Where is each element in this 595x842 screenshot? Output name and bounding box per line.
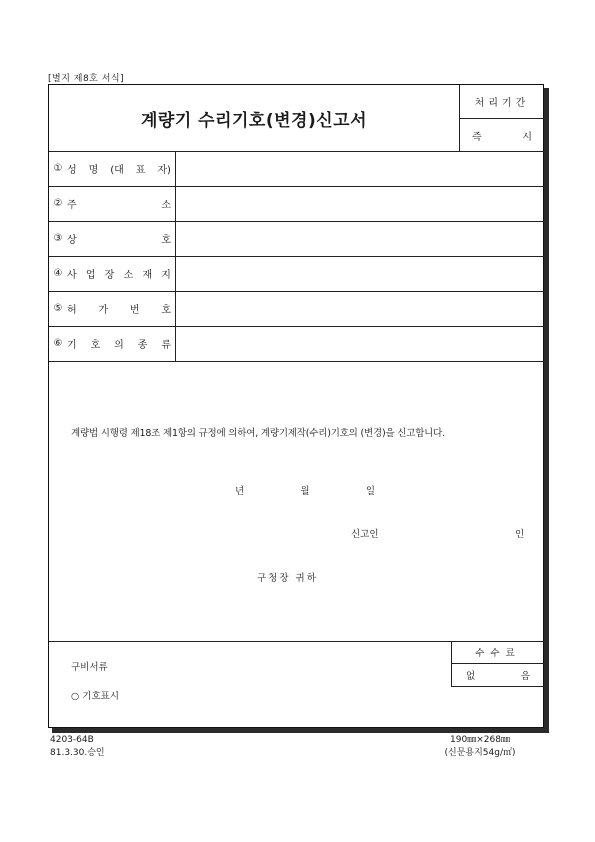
- field-value-6[interactable]: [176, 326, 544, 360]
- field-number: ④: [53, 267, 63, 279]
- field-label-2: [49, 186, 175, 220]
- field-label-char: 지: [161, 269, 171, 281]
- processing-period-label: 처리기간: [474, 98, 530, 109]
- field-label-text: [67, 301, 175, 316]
- field-label-char: 류: [161, 339, 171, 351]
- paper-size: 190㎜×268㎜: [450, 735, 510, 745]
- field-label-char: (대: [110, 164, 124, 176]
- field-label-char: 업: [85, 269, 96, 281]
- field-label-6: [49, 326, 175, 360]
- processing-value-part-1: 즉: [472, 131, 482, 143]
- field-label-char: 재: [142, 269, 153, 281]
- field-value-5[interactable]: [176, 291, 544, 325]
- field-label-text: [67, 266, 175, 281]
- field-label-char: 소: [161, 199, 171, 211]
- field-label-char: 종: [137, 339, 148, 351]
- declaration-statement: 계량법 시행령 제18조 제1항의 규정에 의하여, 계량기제작(수리)기호의 (변경)을 신고합니다.: [71, 428, 445, 439]
- field-value-4[interactable]: [176, 256, 544, 290]
- field-label-char: 호: [161, 304, 171, 316]
- applicant-label: 신고인: [351, 529, 379, 540]
- field-label-char: 번: [129, 304, 140, 316]
- form-frame: [48, 84, 544, 728]
- field-column-divider: [175, 151, 176, 361]
- field-label-text: [67, 336, 175, 351]
- field-value-1[interactable]: [176, 151, 544, 185]
- field-label-char: 의: [114, 339, 124, 351]
- field-label-char: 사: [67, 269, 77, 281]
- field-label-text: [67, 196, 175, 211]
- field-label-char: 성: [67, 164, 77, 176]
- field-label-5: [49, 291, 175, 325]
- field-label-3: [49, 221, 175, 255]
- field-value-3[interactable]: [176, 221, 544, 255]
- field-label-char: 명: [88, 164, 99, 176]
- field-number: ⑥: [53, 337, 63, 349]
- field-label-char: 호: [90, 339, 101, 351]
- paper-type: (신문용지54g/㎡): [444, 748, 516, 758]
- footer-left: [50, 734, 105, 760]
- field-value-2[interactable]: [176, 186, 544, 220]
- day-label: 일: [365, 486, 375, 497]
- approval-date: 81.3.30.승인: [50, 748, 105, 758]
- form-title: 계량기 수리기호(변경)신고서: [140, 110, 368, 131]
- field-label-char: 허: [67, 304, 77, 316]
- field-label-char: 소: [123, 269, 134, 281]
- field-label-char: 호: [161, 234, 171, 246]
- date-line: [235, 483, 375, 497]
- field-number: ①: [53, 162, 63, 174]
- processing-value-part-2: 시: [522, 131, 532, 143]
- field-label-char: 장: [104, 269, 115, 281]
- field-label-char: 기: [67, 339, 77, 351]
- fee-bottom-line: [451, 686, 544, 687]
- field-label-1: [49, 151, 175, 185]
- field-label-char: 표: [135, 164, 146, 176]
- field-number: ②: [53, 197, 63, 209]
- fee-label: 수수료: [475, 648, 521, 659]
- fee-value: [452, 664, 544, 686]
- field-number: ③: [53, 232, 63, 244]
- month-label: 월: [300, 486, 310, 497]
- required-documents-label: 구비서류: [71, 662, 108, 673]
- field-label-4: [49, 256, 175, 290]
- field-label-char: 주: [67, 199, 77, 211]
- recipient-label: 구청장 귀하: [257, 573, 318, 584]
- field-label-text: [67, 231, 175, 246]
- field-label-char: 자): [157, 164, 171, 176]
- form-code: [별지 제8호 서식]: [48, 74, 125, 84]
- processing-period-value: [460, 119, 544, 151]
- year-label: 년: [235, 486, 245, 497]
- form-number: 4203-64B: [50, 735, 94, 745]
- field-label-char: 가: [98, 304, 109, 316]
- fee-value-part-2: 음: [520, 671, 530, 682]
- field-label-char: 상: [67, 234, 77, 246]
- field-row-line: [49, 361, 544, 362]
- footer-right: [430, 734, 530, 760]
- field-number: ⑤: [53, 302, 63, 314]
- required-document-item: ○ 기호표시: [71, 691, 120, 702]
- field-label-text: [67, 161, 175, 176]
- fee-value-part-1: 없: [466, 671, 476, 682]
- seal-label: 인: [515, 529, 525, 540]
